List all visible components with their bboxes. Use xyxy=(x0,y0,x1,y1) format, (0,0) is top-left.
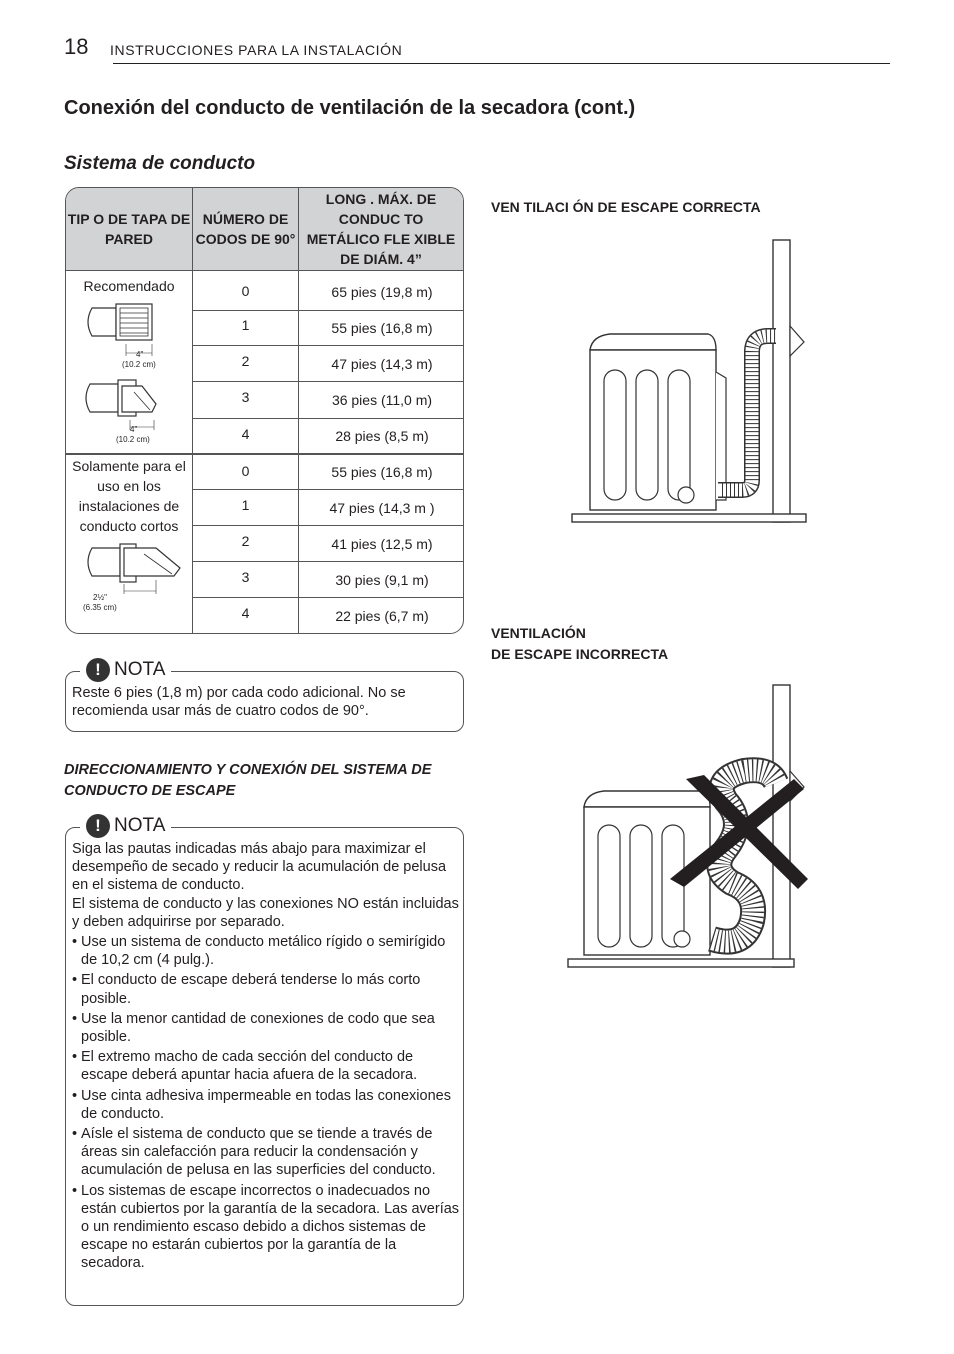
header-rule xyxy=(113,63,890,64)
guidelines-intro-2: El sistema de conducto y las conexiones NO están incluidas y deben adquirirse por separado. xyxy=(72,895,459,930)
elbows-cell: 3 xyxy=(241,389,250,405)
header-max-length: LONG . MÁX. DE CONDUC TO METÁLICO FLE XIBLE DE DIÁM. 4” xyxy=(306,191,456,267)
incorrect-label-line2: DE ESCAPE INCORRECTA xyxy=(491,646,669,662)
guideline-item: • Use un sistema de conducto metálico rígido o semirígido de 10,2 cm (4 pulg.). xyxy=(72,933,460,969)
exclamation-icon: ! xyxy=(86,658,110,682)
elbows-cell: 2 xyxy=(241,533,250,549)
incorrect-vent-label xyxy=(491,623,668,665)
length-cell: 47 pies (14,3 m) xyxy=(331,355,433,372)
note-text: Reste 6 pies (1,8 m) por cada codo adicional. No se recomienda usar más de cuatro codos de 90°. xyxy=(72,685,406,720)
note-legend xyxy=(80,658,171,682)
incorrect-vent-illustration xyxy=(566,683,810,973)
correct-vent-illustration xyxy=(570,238,810,528)
length-cell: 55 pies (16,8 m) xyxy=(331,464,433,480)
routing-title: DIRECCIONAMIENTO Y CONEXIÓN DEL SISTEMA DE CONDUCTO DE ESCAPE xyxy=(64,762,432,799)
section-header: INSTRUCCIONES PARA LA INSTALACIÓN xyxy=(110,42,403,58)
length-cell: 41 pies (12,5 m) xyxy=(331,535,433,552)
elbows-cell: 0 xyxy=(241,463,250,479)
header-cap-type: TIP O DE TAPA DE PARED xyxy=(67,211,191,247)
guideline-item: • El conducto de escape deberá tenderse lo más corto posible. xyxy=(72,971,460,1007)
section-subtitle: Sistema de conducto xyxy=(64,153,256,174)
note-legend xyxy=(80,814,171,838)
elbows-cell: 2 xyxy=(241,353,250,369)
cap-type-short-runs: Solamente para el uso en los instalaciones de conducto cortos xyxy=(72,458,186,534)
length-cell: 47 pies (14,3 m ) xyxy=(329,499,435,516)
elbows-cell: 4 xyxy=(241,426,250,442)
length-cell: 65 pies (19,8 m) xyxy=(331,284,433,300)
elbows-cell: 1 xyxy=(241,497,250,513)
length-cell: 55 pies (16,8 m) xyxy=(331,320,433,336)
elbows-cell: 3 xyxy=(241,569,250,585)
guidelines-text xyxy=(72,840,460,1273)
short-cap-dim-cm: (6.35 cm) xyxy=(83,603,117,612)
page-number: 18 xyxy=(64,34,89,59)
cap-type-recommended: Recomendado xyxy=(83,278,175,294)
guideline-item: • Use la menor cantidad de conexiones de codo que sea posible. xyxy=(72,1010,460,1046)
length-cell: 36 pies (11,0 m) xyxy=(331,392,433,408)
guideline-item: • Use cinta adhesiva impermeable en todas las conexiones de conducto. xyxy=(72,1087,460,1123)
guideline-item: • Aísle el sistema de conducto que se tiende a través de áreas sin calefacción para reducir la condensación y acumulación de pelusa en las superficies del conducto. xyxy=(72,1125,460,1180)
elbows-cell: 1 xyxy=(241,317,250,333)
incorrect-label-line1: VENTILACIÓN xyxy=(491,625,586,641)
guidelines-intro: Siga las pautas indicadas más abajo para maximizar el desempeño de secado y reducir la acumulación de pelusa en el sistema de conducto. xyxy=(72,841,447,894)
elbows-cell: 0 xyxy=(241,283,250,299)
guidelines-list xyxy=(72,933,460,1273)
vent-length-table xyxy=(65,187,464,634)
note-label: NOTA xyxy=(114,815,166,836)
page-title: Conexión del conducto de ventilación de la secadora (cont.) xyxy=(64,97,636,119)
length-cell: 22 pies (6,7 m) xyxy=(335,608,429,624)
table-header xyxy=(66,188,463,271)
exclamation-icon: ! xyxy=(86,814,110,838)
note-label: NOTA xyxy=(114,659,166,680)
short-cap-dim-in: 2½" xyxy=(93,593,107,602)
correct-vent-label: VEN TILACI ÓN DE ESCAPE CORRECTA xyxy=(491,199,761,215)
length-cell: 28 pies (8,5 m) xyxy=(335,428,429,444)
guideline-item: • Los sistemas de escape incorrectos o inadecuados no están cubiertos por la garantía de la secadora. Las averías o un rendimiento escaso debido a dichos sistemas de escape no estarán cubiertos por la garantía de la secadora. xyxy=(72,1182,460,1273)
elbows-cell: 4 xyxy=(241,605,250,621)
header-elbows: NÚMERO DE CODOS DE 90° xyxy=(195,211,296,247)
hood-dim-in: 4" xyxy=(130,425,138,434)
cap-dim-in: 4" xyxy=(136,350,144,359)
length-cell: 30 pies (9,1 m) xyxy=(335,571,429,588)
guideline-item: • El extremo macho de cada sección del conducto de escape deberá apuntar hacia afuera de la secadora. xyxy=(72,1048,460,1084)
hood-dim-cm: (10.2 cm) xyxy=(116,435,150,444)
cap-dim-cm: (10.2 cm) xyxy=(122,360,156,369)
